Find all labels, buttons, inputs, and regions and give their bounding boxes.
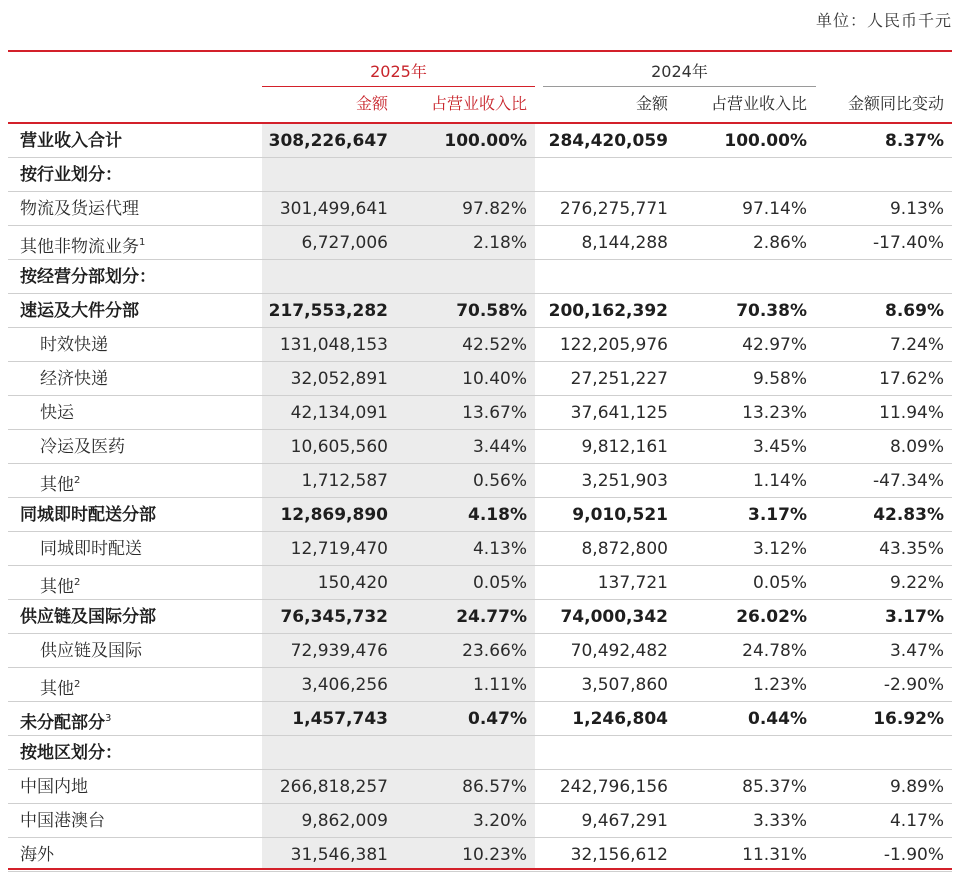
table-row: [8, 226, 952, 260]
row-label: [20, 600, 156, 634]
amount-2024-cell: 9,467,291: [581, 811, 668, 831]
yoy-change-cell: -47.34%: [873, 471, 944, 491]
year-2025-header: 2025年: [370, 62, 427, 81]
row-label: [20, 498, 156, 532]
yoy-change-cell: 43.35%: [879, 539, 944, 559]
unit-label: 单位：人民币千元: [815, 11, 952, 30]
row-label-text: 按地区划分：: [20, 743, 122, 763]
amount-2025-cell: 1,457,743: [292, 709, 388, 729]
ratio-2024-cell: 3.12%: [752, 539, 807, 559]
row-label-text: 其他: [40, 679, 74, 699]
amount-2025-cell: 266,818,257: [279, 777, 388, 797]
row-label-text: 物流及货运代理: [20, 199, 139, 219]
amount-2025-cell: 217,553,282: [268, 301, 388, 321]
yoy-change-cell: 8.09%: [889, 437, 944, 457]
ratio-2024-cell: 2.86%: [752, 233, 807, 253]
row-label-text: 其他: [40, 577, 74, 597]
ratio-2025-cell: 3.20%: [472, 811, 527, 831]
yoy-change-cell: -1.90%: [883, 845, 944, 865]
amount-2025-header: 金额: [355, 94, 388, 113]
amount-2025-cell: 3,406,256: [301, 675, 388, 695]
amount-2025-cell: 42,134,091: [290, 403, 388, 423]
row-label-text: 快运: [40, 403, 74, 423]
row-label: [20, 838, 54, 872]
ratio-2024-cell: 100.00%: [724, 131, 807, 151]
amount-2025-cell: 12,719,470: [290, 539, 388, 559]
row-label-text: 海外: [20, 845, 54, 865]
row-label-text: 中国港澳台: [20, 811, 105, 831]
ratio-2024-cell: 85.37%: [742, 777, 807, 797]
table-row: [8, 498, 952, 532]
ratio-2025-cell: 1.11%: [472, 675, 527, 695]
yoy-change-cell: 3.17%: [885, 607, 944, 627]
row-label: [20, 294, 139, 328]
amount-2024-cell: 3,251,903: [581, 471, 668, 491]
table-row: [8, 600, 952, 634]
table-row: [8, 260, 952, 294]
amount-2024-cell: 37,641,125: [570, 403, 668, 423]
yoy-change-cell: 8.69%: [885, 301, 944, 321]
ratio-2025-cell: 4.18%: [468, 505, 527, 525]
ratio-2025-cell: 10.40%: [462, 369, 527, 389]
row-label: [20, 158, 122, 192]
ratio-2024-cell: 42.97%: [742, 335, 807, 355]
row-label-text: 冷运及医药: [40, 437, 125, 457]
amount-2024-cell: 9,010,521: [572, 505, 668, 525]
footnote-marker: 2: [74, 475, 81, 486]
ratio-2025-cell: 97.82%: [462, 199, 527, 219]
row-label: [40, 532, 142, 566]
yoy-change-cell: 3.47%: [889, 641, 944, 661]
ratio-2025-cell: 13.67%: [462, 403, 527, 423]
row-label-text: 供应链及国际: [40, 641, 142, 661]
amount-2025-cell: 150,420: [317, 573, 388, 593]
amount-2024-cell: 276,275,771: [559, 199, 668, 219]
table-row: [8, 192, 952, 226]
ratio-2025-cell: 24.77%: [456, 607, 527, 627]
row-label-text: 其他非物流业务: [20, 237, 139, 257]
row-label: [40, 396, 74, 430]
table-row: [8, 770, 952, 804]
table-row: [8, 668, 952, 702]
amount-2024-header: 金额: [635, 94, 668, 113]
amount-2025-cell: 10,605,560: [290, 437, 388, 457]
yoy-change-cell: -17.40%: [873, 233, 944, 253]
amount-2024-cell: 74,000,342: [560, 607, 668, 627]
revenue-table-body: [8, 124, 952, 872]
ratio-2025-cell: 86.57%: [462, 777, 527, 797]
row-label: [20, 804, 105, 838]
ratio-2025-cell: 2.18%: [472, 233, 527, 253]
year-2024-underline: [543, 86, 816, 87]
row-label-text: 速运及大件分部: [20, 301, 139, 321]
amount-2024-cell: 9,812,161: [581, 437, 668, 457]
year-2025-underline: [262, 86, 535, 87]
table-row: [8, 396, 952, 430]
row-label: [40, 464, 80, 502]
row-label: [20, 770, 88, 804]
ratio-2024-cell: 0.05%: [752, 573, 807, 593]
table-row: [8, 804, 952, 838]
row-label: [20, 260, 156, 294]
amount-2024-cell: 284,420,059: [548, 131, 668, 151]
footnote-marker: 2: [74, 679, 81, 690]
row-label: [20, 226, 145, 264]
row-label: [20, 192, 139, 226]
amount-2024-cell: 8,872,800: [581, 539, 668, 559]
ratio-2025-cell: 23.66%: [462, 641, 527, 661]
ratio-2024-cell: 13.23%: [742, 403, 807, 423]
row-label-text: 经济快递: [40, 369, 108, 389]
table-row: [8, 328, 952, 362]
amount-2024-cell: 122,205,976: [559, 335, 668, 355]
ratio-2025-cell: 0.47%: [468, 709, 527, 729]
table-row: [8, 634, 952, 668]
table-row: [8, 294, 952, 328]
table-row: [8, 532, 952, 566]
row-label: [40, 362, 108, 396]
ratio-2025-cell: 3.44%: [472, 437, 527, 457]
ratio-2024-cell: 3.33%: [752, 811, 807, 831]
row-label: [20, 736, 122, 770]
amount-2025-cell: 9,862,009: [301, 811, 388, 831]
amount-2025-cell: 6,727,006: [301, 233, 388, 253]
row-label-text: 未分配部分: [20, 713, 105, 733]
row-label-text: 中国内地: [20, 777, 88, 797]
bottom-rule: [8, 868, 952, 870]
table-row: [8, 566, 952, 600]
ratio-2025-cell: 4.13%: [472, 539, 527, 559]
row-label-text: 时效快递: [40, 335, 108, 355]
ratio-2024-cell: 11.31%: [742, 845, 807, 865]
table-row: [8, 736, 952, 770]
yoy-change-cell: 9.13%: [889, 199, 944, 219]
table-row: [8, 464, 952, 498]
ratio-2024-cell: 97.14%: [742, 199, 807, 219]
amount-2025-cell: 1,712,587: [301, 471, 388, 491]
table-row: [8, 362, 952, 396]
amount-2025-cell: 76,345,732: [280, 607, 388, 627]
ratio-2024-cell: 1.14%: [752, 471, 807, 491]
row-label: [40, 430, 125, 464]
amount-2025-cell: 12,869,890: [280, 505, 388, 525]
ratio-2024-cell: 3.45%: [752, 437, 807, 457]
amount-2025-cell: 308,226,647: [268, 131, 388, 151]
ratio-2025-cell: 0.56%: [472, 471, 527, 491]
yoy-change-cell: 16.92%: [873, 709, 944, 729]
amount-2024-cell: 70,492,482: [570, 641, 668, 661]
amount-2024-cell: 32,156,612: [570, 845, 668, 865]
amount-2024-cell: 27,251,227: [570, 369, 668, 389]
row-label: [40, 634, 142, 668]
top-rule: [8, 50, 952, 52]
row-label: [20, 124, 122, 158]
row-label-text: 其他: [40, 475, 74, 495]
ratio-2024-header: 占营业收入比: [710, 94, 807, 113]
table-row: [8, 702, 952, 736]
amount-2024-cell: 1,246,804: [572, 709, 668, 729]
table-row: [8, 838, 952, 872]
table-row: [8, 430, 952, 464]
footnote-marker: 3: [105, 713, 112, 724]
row-label-text: 营业收入合计: [20, 131, 122, 151]
table-row: [8, 124, 952, 158]
table-row: [8, 158, 952, 192]
row-label-text: 按行业划分：: [20, 165, 122, 185]
yoy-change-cell: -2.90%: [883, 675, 944, 695]
year-2024-header: 2024年: [651, 62, 708, 81]
ratio-2025-cell: 42.52%: [462, 335, 527, 355]
row-label-text: 供应链及国际分部: [20, 607, 156, 627]
yoy-change-cell: 9.89%: [889, 777, 944, 797]
row-label: [40, 328, 108, 362]
ratio-2025-cell: 10.23%: [462, 845, 527, 865]
ratio-2024-cell: 9.58%: [752, 369, 807, 389]
ratio-2024-cell: 24.78%: [742, 641, 807, 661]
amount-2025-cell: 31,546,381: [290, 845, 388, 865]
ratio-2025-cell: 0.05%: [472, 573, 527, 593]
ratio-2024-cell: 0.44%: [748, 709, 807, 729]
row-label-text: 同城即时配送: [40, 539, 142, 559]
ratio-2025-cell: 100.00%: [444, 131, 527, 151]
row-label: [40, 668, 80, 706]
yoy-change-cell: 7.24%: [889, 335, 944, 355]
amount-2024-cell: 200,162,392: [548, 301, 668, 321]
ratio-2024-cell: 70.38%: [736, 301, 807, 321]
amount-2024-cell: 3,507,860: [581, 675, 668, 695]
amount-2025-cell: 131,048,153: [279, 335, 388, 355]
ratio-2024-cell: 3.17%: [748, 505, 807, 525]
amount-2024-cell: 242,796,156: [559, 777, 668, 797]
row-label-text: 按经营分部划分：: [20, 267, 156, 287]
footnote-marker: 1: [139, 237, 146, 248]
yoy-change-cell: 11.94%: [879, 403, 944, 423]
ratio-2025-cell: 70.58%: [456, 301, 527, 321]
ratio-2025-header: 占营业收入比: [430, 94, 527, 113]
yoy-change-cell: 9.22%: [889, 573, 944, 593]
row-label: [20, 702, 111, 740]
amount-2025-cell: 72,939,476: [290, 641, 388, 661]
ratio-2024-cell: 1.23%: [752, 675, 807, 695]
amount-2025-cell: 301,499,641: [279, 199, 388, 219]
yoy-change-cell: 4.17%: [889, 811, 944, 831]
amount-2024-cell: 8,144,288: [581, 233, 668, 253]
row-label-text: 同城即时配送分部: [20, 505, 156, 525]
amount-2025-cell: 32,052,891: [290, 369, 388, 389]
amount-2024-cell: 137,721: [597, 573, 668, 593]
yoy-change-cell: 42.83%: [873, 505, 944, 525]
yoy-change-cell: 8.37%: [885, 131, 944, 151]
yoy-change-header: 金额同比变动: [847, 94, 944, 113]
row-label: [40, 566, 80, 604]
yoy-change-cell: 17.62%: [879, 369, 944, 389]
footnote-marker: 2: [74, 577, 81, 588]
ratio-2024-cell: 26.02%: [736, 607, 807, 627]
